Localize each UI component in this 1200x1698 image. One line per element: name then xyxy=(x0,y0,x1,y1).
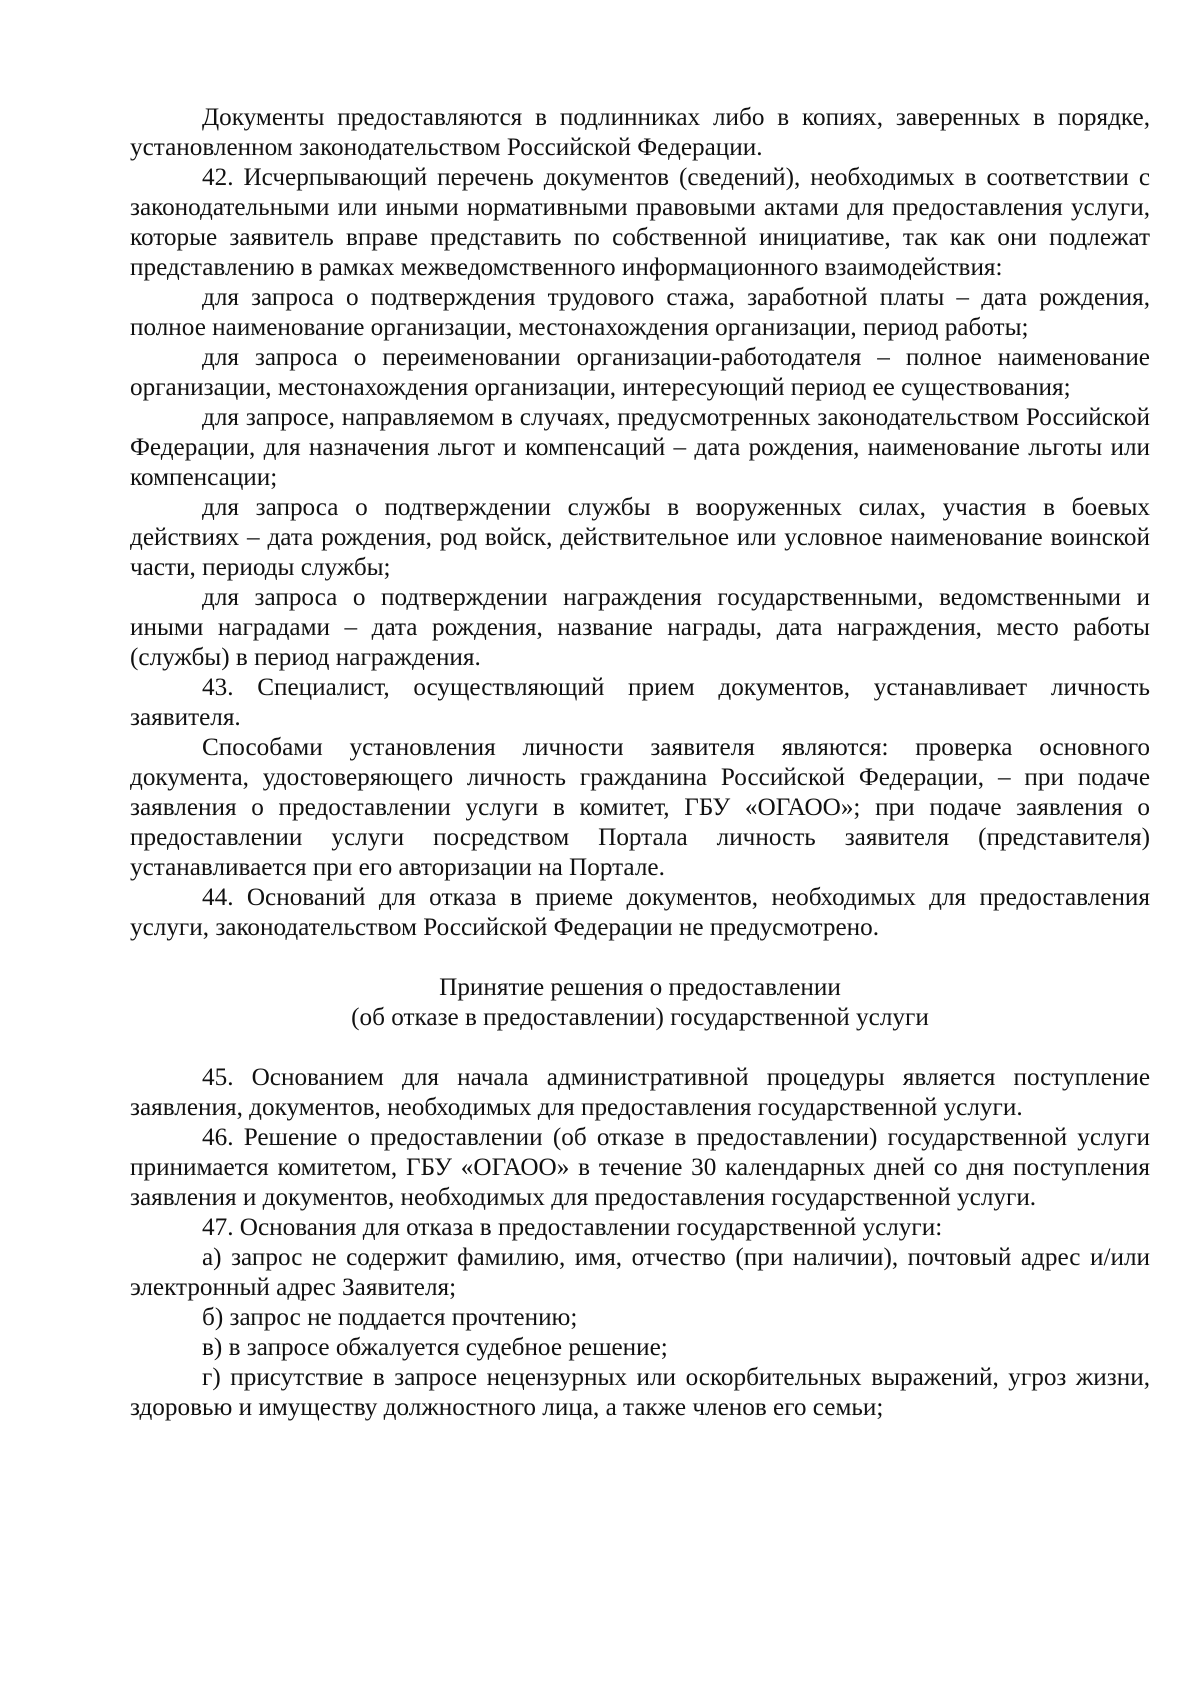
paragraph-43-identity: 43. Специалист, осуществляющий прием документов, устанавливает личность заявителя. xyxy=(130,674,1150,731)
paragraph-44-no-refusal-grounds: 44. Оснований для отказа в приеме документов, необходимых для предоставления услуги, законодательством Российской Федерации не предусмотрено. xyxy=(130,884,1150,941)
paragraph-documents-originals: Документы предоставляются в подлинниках либо в копиях, заверенных в порядке, установленном законодательством Российской Федерации. xyxy=(130,104,1150,161)
section-heading-line-2: (об отказе в предоставлении) государственной услуги xyxy=(351,1004,929,1031)
list-item-b: б) запрос не поддается прочтению; xyxy=(202,1304,578,1331)
list-item-g: г) присутствие в запросе нецензурных или оскорбительных выражений, угроз жизни, здоровью и имуществу должностного лица, а также членов его семьи; xyxy=(130,1364,1150,1421)
paragraph-45-procedure-basis: 45. Основанием для начала административной процедуры является поступление заявления, документов, необходимых для предоставления государственной услуги. xyxy=(130,1064,1150,1121)
section-heading xyxy=(130,973,1150,1033)
section-heading-line-1: Принятие решения о предоставлении xyxy=(439,974,841,1001)
paragraph-request-work-experience: для запроса о подтверждения трудового стажа, заработной платы – дата рождения, полное наименование организации, местонахождения организации, период работы; xyxy=(130,284,1150,341)
paragraph-request-renaming: для запроса о переименовании организации-работодателя – полное наименование организации, местонахождения организации, интересующий период ее существования; xyxy=(130,344,1150,401)
paragraph-request-benefits: для запросе, направляемом в случаях, предусмотренных законодательством Российской Федерации, для назначения льгот и компенсаций – дата рождения, наименование льготы или компенсации; xyxy=(130,404,1150,491)
list-item-v: в) в запросе обжалуется судебное решение; xyxy=(202,1334,668,1361)
list-item-a: а) запрос не содержит фамилию, имя, отчество (при наличии), почтовый адрес и/или электронный адрес Заявителя; xyxy=(130,1244,1150,1301)
document-page xyxy=(130,103,1150,1423)
paragraph-46-decision: 46. Решение о предоставлении (об отказе в предоставлении) государственной услуги принимается комитетом, ГБУ «ОГАОО» в течение 30 календарных дней со дня поступления заявления и документов, необходимых для предоставления государственной услуги. xyxy=(130,1124,1150,1211)
paragraph-42-document-list: 42. Исчерпывающий перечень документов (сведений), необходимых в соответствии с законодательными или иными нормативными правовыми актами для предоставления услуги, которые заявитель вправе представить по собственной инициативе, так как они подлежат представлению в рамках межведомственного информационного взаимодействия: xyxy=(130,164,1150,281)
paragraph-47-refusal-grounds: 47. Основания для отказа в предоставлении государственной услуги: xyxy=(202,1214,943,1241)
paragraph-request-awards: для запроса о подтверждении награждения государственными, ведомственными и иными наградами – дата рождения, название награды, дата награждения, место работы (службы) в период награждения. xyxy=(130,584,1150,671)
paragraph-identity-methods: Способами установления личности заявителя являются: проверка основного документа, удостоверяющего личность гражданина Российской Федерации, – при подаче заявления о предоставлении услуги в комитет, ГБУ «ОГАОО»; при подаче заявления о предоставлении услуги посредством Портала личность заявителя (представителя) устанавливается при его авторизации на Портале. xyxy=(130,734,1150,881)
paragraph-request-military-service: для запроса о подтверждении службы в вооруженных силах, участия в боевых действиях – дата рождения, род войск, действительное или условное наименование воинской части, периоды службы; xyxy=(130,494,1150,581)
